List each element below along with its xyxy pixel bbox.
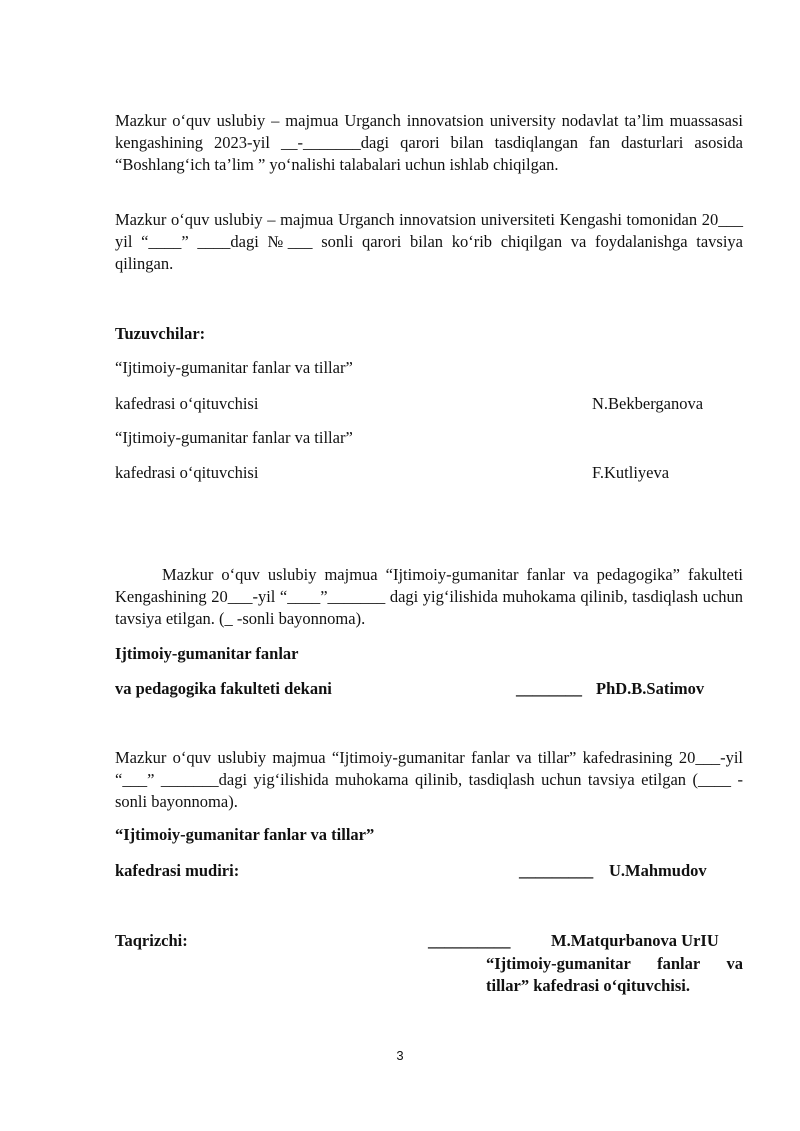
department-approval-paragraph: Mazkur o‘quv uslubiy majmua “Ijtimoiy-gumanitar fanlar va tillar” kafedrasining 20___-yil “___” _______dagi yig‘ilishida muhokama qilinib, tasdiqlash uchun tavsiya etilgan (____ -sonli bayonnoma).: [115, 748, 743, 811]
faculty-approval-paragraph: Mazkur o‘quv uslubiy majmua “Ijtimoiy-gumanitar fanlar va pedagogika” fakulteti Kengashining 20___-yil “____”_______ dagi yig‘ilishida muhokama qilinib, tasdiqlash uchun tavsiya etilgan. (_ -sonli bayonnoma).: [115, 565, 743, 628]
author2-role: kafedrasi o‘qituvchisi: [115, 463, 259, 482]
dean-title-line1: Ijtimoiy-gumanitar fanlar: [115, 644, 299, 663]
head-signature-line: _________: [519, 861, 594, 880]
intro-paragraph-2: Mazkur o‘quv uslubiy – majmua Urganch innovatsion universiteti Kengashi tomonidan 20___ yil “____” ____dagi №___ sonli qarori bilan ko‘rib chiqilgan va foydalanishga tavsiya qilingan.: [115, 210, 743, 273]
head-title-line1: “Ijtimoiy-gumanitar fanlar va tillar”: [115, 825, 375, 844]
author1-department: “Ijtimoiy-gumanitar fanlar va tillar”: [115, 358, 353, 377]
author1-role: kafedrasi o‘qituvchisi: [115, 394, 259, 413]
authors-heading: Tuzuvchilar:: [115, 324, 206, 343]
author1-name: N.Bekberganova: [592, 394, 704, 413]
reviewer-label: Taqrizchi:: [115, 931, 188, 950]
dean-title-line2: va pedagogika fakulteti dekani: [115, 679, 332, 698]
dean-name: PhD.B.Satimov: [596, 679, 705, 698]
reviewer-signature-line: __________: [428, 931, 511, 950]
page-number: 3: [396, 1048, 404, 1063]
intro-paragraph-1: Mazkur o‘quv uslubiy – majmua Urganch innovatsion university nodavlat ta’lim muassasasi kengashining 2023-yil __-_______dagi qarori bilan tasdiqlangan fan dasturlari asosida “Boshlang‘ich ta’lim ” yo‘nalishi talabalari uchun ishlab chiqilgan.: [115, 111, 743, 174]
reviewer-name: M.Matqurbanova UrIU: [551, 931, 719, 950]
head-name: U.Mahmudov: [609, 861, 707, 880]
dean-signature-line: ________: [516, 679, 582, 698]
reviewer-description: “Ijtimoiy-gumanitar fanlar va tillar” kafedrasi o‘qituvchisi.: [486, 954, 743, 995]
author2-department: “Ijtimoiy-gumanitar fanlar va tillar”: [115, 428, 353, 447]
author2-name: F.Kutliyeva: [592, 463, 670, 482]
head-title-line2: kafedrasi mudiri:: [115, 861, 240, 880]
